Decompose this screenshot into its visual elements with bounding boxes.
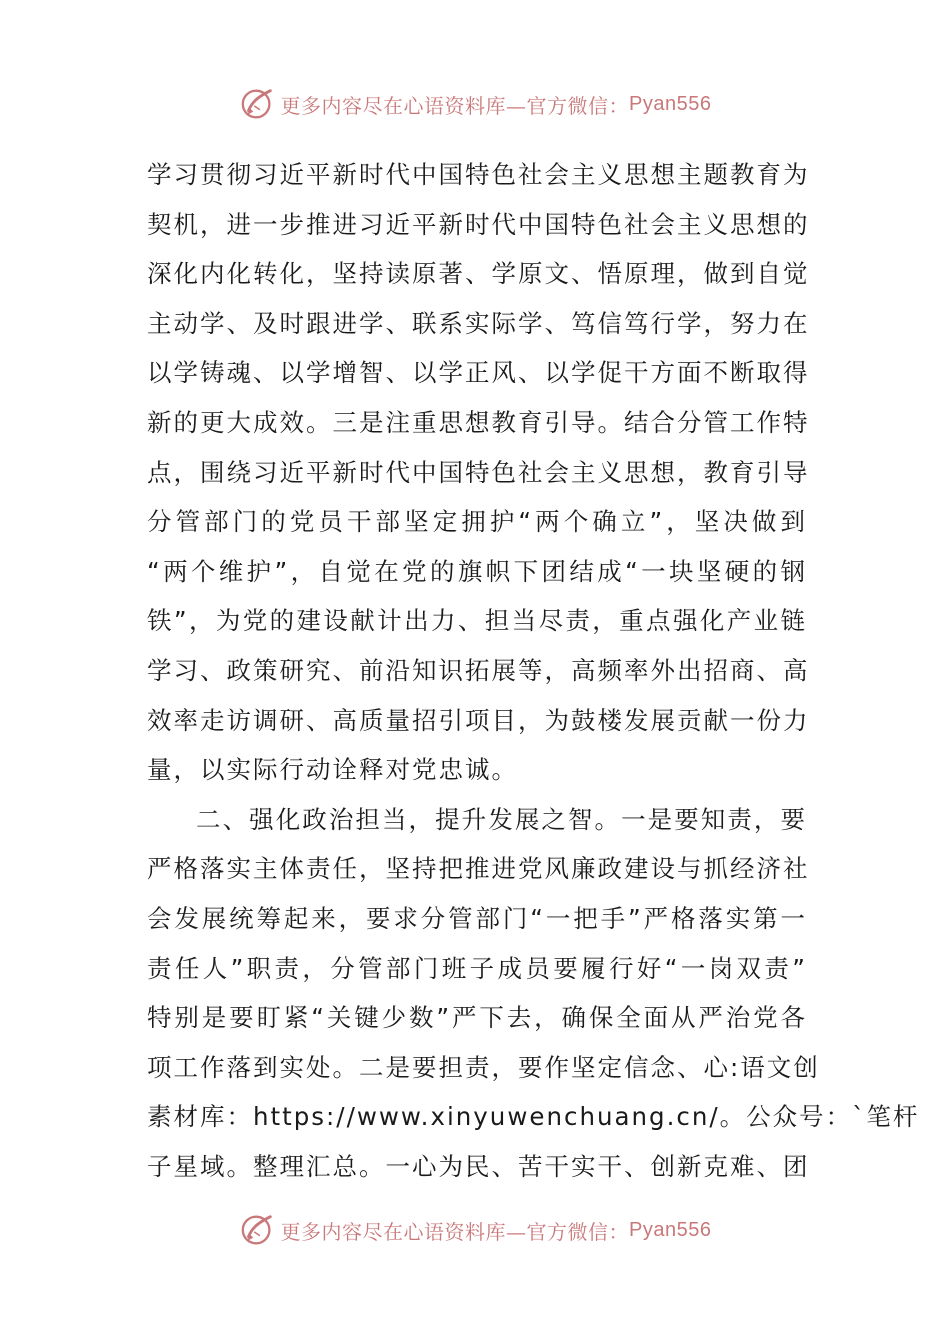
text-line: 契机，进一步推进习近平新时代中国特色社会主义思想的 bbox=[147, 209, 810, 239]
footer-wechat-id: Pyan556 bbox=[629, 1218, 712, 1241]
text-line: “两个维护”，自觉在党的旗帜下团结成“一块坚硬的钢 bbox=[147, 556, 807, 586]
header-watermark-banner bbox=[0, 82, 950, 126]
text-line: 主动学、及时跟进学、联系实际学、笃信笃行学，努力在 bbox=[147, 308, 810, 338]
text-line: 项工作落到实处。二是要担责，要作坚定信念、心:语文创 bbox=[147, 1052, 820, 1082]
paragraph-2 bbox=[147, 795, 920, 1192]
text-line: 学习贯彻习近平新时代中国特色社会主义思想主题教育为 bbox=[147, 160, 810, 189]
header-wechat-id: Pyan556 bbox=[629, 92, 712, 115]
text-line: 素材库：https://www.xinyuwenchuang.cn/。公众号：`笔杆 bbox=[147, 1102, 920, 1132]
paragraph-1 bbox=[147, 150, 810, 795]
body-text bbox=[147, 150, 920, 1191]
text-line: 严格落实主体责任，坚持把推进党风廉政建设与抓经济社 bbox=[147, 854, 810, 884]
text-line: 以学铸魂、以学增智、以学正风、以学促干方面不断取得 bbox=[147, 358, 810, 388]
text-line: 会发展统筹起来，要求分管部门“一把手”严格落实第一 bbox=[147, 903, 807, 933]
text-line: 特别是要盯紧“关键少数”严下去，确保全面从严治党各 bbox=[147, 1003, 807, 1033]
footer-watermark-banner bbox=[0, 1208, 950, 1252]
header-banner-text: 更多内容尽在心语资料库—官方微信： bbox=[280, 93, 630, 118]
text-line: 新的更大成效。三是注重思想教育引导。结合分管工作特 bbox=[147, 407, 810, 437]
text-line: 学习、政策研究、前沿知识拓展等，高频率外出招商、高 bbox=[147, 655, 810, 685]
pen-logo-icon bbox=[239, 85, 277, 123]
footer-banner-text: 更多内容尽在心语资料库—官方微信： bbox=[280, 1219, 630, 1244]
text-line: 二、强化政治担当，提升发展之智。一是要知责，要 bbox=[196, 804, 807, 834]
text-line: 铁”，为党的建设献计出力、担当尽责，重点强化产业链 bbox=[147, 606, 807, 636]
text-line: 效率走访调研、高质量招引项目，为鼓楼发展贡献一份力 bbox=[147, 705, 810, 735]
text-line: 子星域。整理汇总。一心为民、苦干实干、创新克难、团 bbox=[147, 1151, 810, 1181]
text-line: 深化内化转化，坚持读原著、学原文、悟原理，做到自觉 bbox=[147, 259, 810, 289]
text-line: 量，以实际行动诠释对党忠诚。 bbox=[147, 755, 518, 785]
pen-logo-icon bbox=[239, 1211, 277, 1249]
text-line: 责任人”职责，分管部门班子成员要履行好“一岗双责” bbox=[147, 953, 807, 983]
text-line: 点，围绕习近平新时代中国特色社会主义思想，教育引导 bbox=[147, 457, 810, 487]
text-line: 分管部门的党员干部坚定拥护“两个确立”，坚决做到 bbox=[147, 507, 807, 537]
